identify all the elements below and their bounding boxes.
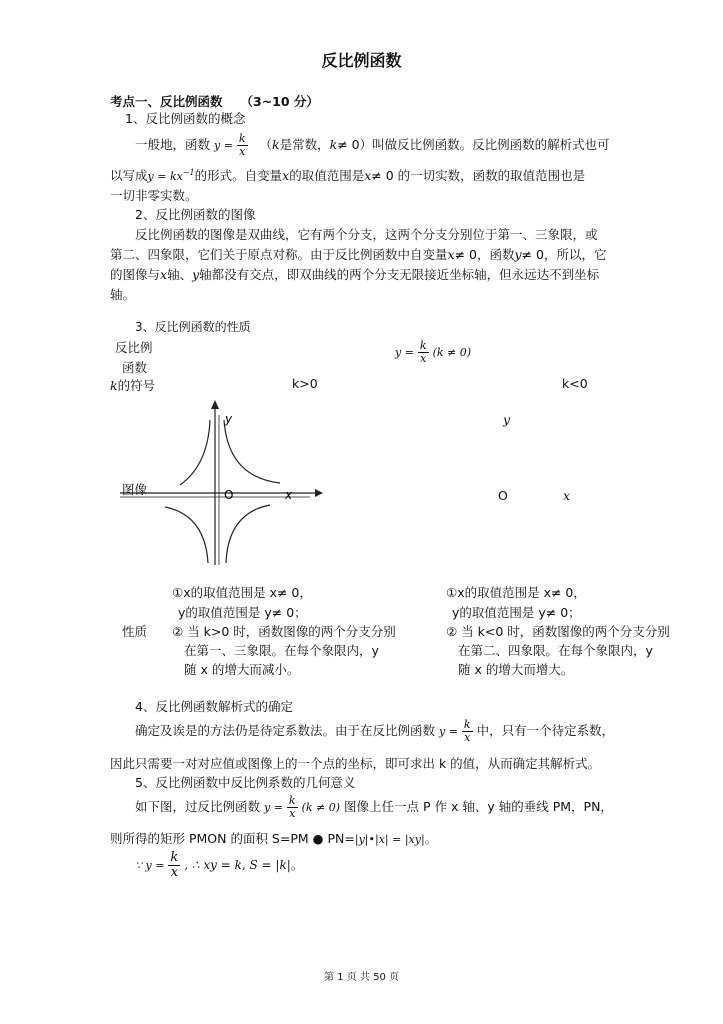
math-exponent: −1 bbox=[182, 167, 195, 177]
pos-prop-1b: y的取值范围是 y≠ 0； bbox=[178, 605, 307, 620]
neg-prop-2a: ② 当 k<0 时，函数图像的两个分支分别 bbox=[446, 624, 670, 639]
pos-prop-2b: 在第一、三象限。在每个象限内，y bbox=[184, 643, 379, 658]
row-label-function-a: 反比例 bbox=[115, 340, 153, 355]
text: ≠ 0，所以，它 bbox=[521, 247, 607, 262]
math-text: x bbox=[364, 168, 372, 183]
section-heading-text: 考点一、反比例函数 bbox=[110, 94, 223, 109]
hyperbola-branch-upper-right bbox=[224, 420, 280, 483]
text: 一般地，函数 bbox=[135, 137, 211, 152]
sub5-line3 bbox=[135, 848, 303, 883]
section-heading bbox=[110, 92, 319, 110]
fraction-k-over-x bbox=[287, 795, 298, 820]
origin-label: O bbox=[224, 488, 234, 502]
math-text: x bbox=[282, 168, 290, 183]
math-text: , ∴ xy = k, S = |k| bbox=[184, 858, 291, 872]
math-text: k bbox=[272, 137, 280, 152]
sub2-line3 bbox=[110, 265, 599, 283]
neg-prop-1a: ①x的取值范围是 x≠ 0， bbox=[446, 585, 586, 600]
frac-den: x bbox=[464, 731, 471, 744]
text: 的取值范围是 bbox=[289, 168, 365, 183]
pos-prop-2c: 随 x 的增大而减小。 bbox=[184, 662, 300, 677]
hyperbola-branch-lower-left bbox=[165, 507, 208, 563]
sub2-line4: 轴。 bbox=[110, 287, 136, 302]
hyperbola-branch-lower-right bbox=[226, 505, 270, 563]
text: 以写成 bbox=[110, 168, 148, 183]
axis-y-label: y bbox=[225, 412, 233, 426]
math-text: x bbox=[447, 247, 455, 262]
fraction-k-over-x bbox=[462, 719, 473, 744]
text: 。 bbox=[290, 857, 304, 872]
pos-prop-2a: ② 当 k>0 时，函数图像的两个分支分别 bbox=[172, 624, 396, 639]
sub1-line1 bbox=[135, 130, 610, 161]
section-score: （3~10 分） bbox=[240, 94, 319, 109]
math-text: y = bbox=[395, 346, 414, 359]
hyperbola-branch-upper-left bbox=[180, 420, 210, 485]
page-footer: 第 1 页 共 50 页 bbox=[324, 972, 399, 983]
page-title: 反比例函数 bbox=[321, 51, 402, 70]
text: 中，只有一个待定系数， bbox=[476, 723, 615, 738]
sub1-line2 bbox=[110, 166, 585, 184]
math-text: y = bbox=[264, 801, 283, 814]
frac-num: k bbox=[238, 132, 246, 145]
text: ≠ 0，函数 bbox=[454, 247, 515, 262]
sub1-line3: 一切非零实数。 bbox=[110, 188, 198, 203]
origin-label-right: O bbox=[498, 488, 508, 503]
text: 是常数， bbox=[279, 137, 330, 152]
text: ≠ 0）叫做反比例函数。反比例函数的解析式也可 bbox=[337, 137, 610, 152]
text: 的形式。自变量 bbox=[194, 168, 283, 183]
math-text: x bbox=[160, 267, 168, 282]
column-k-negative: k<0 bbox=[562, 376, 588, 391]
x-axis-arrow-icon bbox=[315, 489, 323, 497]
text: 如下图，过反比例函数 bbox=[135, 799, 261, 814]
math-text: k bbox=[329, 137, 338, 152]
math-text: y bbox=[514, 247, 522, 262]
row-label-properties: 性质 bbox=[122, 624, 148, 639]
row-label-sign bbox=[110, 376, 155, 394]
frac-num: k bbox=[419, 339, 427, 352]
sub5-heading: 5、反比例函数中反比例系数的几何意义 bbox=[135, 775, 356, 790]
sub2-heading: 2、反比例函数的图像 bbox=[135, 207, 256, 222]
neg-prop-2c: 随 x 的增大而增大。 bbox=[458, 662, 574, 677]
text: （ bbox=[259, 137, 273, 152]
axis-y-label-right: y bbox=[503, 412, 511, 427]
text: 第二、四象限，它们关于原点对称。由于反比例函数中自变量 bbox=[110, 247, 448, 262]
text: 轴都没有交点，即双曲线的两个分支无限接近坐标轴，但永远达不到坐标 bbox=[199, 267, 600, 282]
math-text: y = kx bbox=[147, 170, 183, 183]
math-text: |y|•|x| = |xy| bbox=[354, 833, 425, 846]
text: 的符号 bbox=[117, 378, 156, 393]
pos-prop-1a: ①x的取值范围是 x≠ 0， bbox=[172, 585, 312, 600]
axis-x-label-right: x bbox=[563, 488, 571, 503]
frac-num: k bbox=[288, 794, 296, 807]
frac-num: k bbox=[463, 718, 471, 731]
column-k-positive: k>0 bbox=[292, 376, 318, 391]
y-axis-arrow-icon bbox=[211, 400, 219, 409]
fraction-k-over-x bbox=[168, 851, 180, 880]
math-text: (k ≠ 0) bbox=[301, 801, 341, 814]
sub4-line2: 因此只需要一对对应值或图像上的一个点的坐标，即可求出 k 的值，从而确定其解析式。 bbox=[110, 756, 601, 771]
frac-den: x bbox=[420, 352, 427, 365]
sub5-line2 bbox=[110, 829, 437, 847]
math-text: ∵ y = bbox=[135, 859, 165, 872]
math-text: y = bbox=[439, 725, 458, 738]
fraction-k-over-x bbox=[237, 133, 248, 158]
frac-den: x bbox=[289, 807, 296, 820]
sub1-heading: 1、反比例函数的概念 bbox=[125, 111, 246, 126]
frac-num: k bbox=[170, 850, 179, 865]
math-text: y = bbox=[214, 139, 233, 152]
text: 轴、 bbox=[167, 267, 193, 282]
text: 则所得的矩形 PMON 的面积 S=PM ● PN= bbox=[110, 831, 355, 846]
sub2-line2 bbox=[110, 245, 606, 263]
text: 图像上任一点 P 作 x 轴、y 轴的垂线 PM，PN， bbox=[344, 799, 613, 814]
frac-den: x bbox=[239, 145, 246, 158]
row-label-graph: 图像 bbox=[122, 482, 148, 497]
neg-prop-2b: 在第二、四象限。在每个象限内，y bbox=[458, 643, 653, 658]
sub4-heading: 4、反比例函数解析式的确定 bbox=[135, 699, 293, 714]
math-text: (k ≠ 0) bbox=[432, 346, 472, 359]
sub2-line1: 反比例函数的图像是双曲线，它有两个分支，这两个分支分别位于第一、三象限，或 bbox=[135, 227, 598, 242]
sub5-line1 bbox=[135, 792, 613, 823]
math-text: y bbox=[192, 267, 200, 282]
frac-den: x bbox=[170, 865, 179, 880]
neg-prop-1b: y的取值范围是 y≠ 0； bbox=[452, 605, 581, 620]
math-text: k bbox=[110, 378, 118, 393]
text: ≠ 0 的一切实数，函数的取值范围也是 bbox=[371, 168, 586, 183]
function-formula bbox=[395, 340, 471, 365]
row-label-function-b: 函数 bbox=[122, 360, 148, 375]
fraction-k-over-x bbox=[418, 340, 429, 365]
axis-x-label: x bbox=[285, 488, 293, 502]
sub4-line1 bbox=[135, 716, 614, 747]
sub3-heading: 3、反比例函数的性质 bbox=[135, 320, 251, 334]
text: 的图像与 bbox=[110, 267, 161, 282]
text: 确定及诶是的方法仍是待定系数法。由于在反比例函数 bbox=[135, 723, 436, 738]
text: 。 bbox=[424, 831, 438, 846]
